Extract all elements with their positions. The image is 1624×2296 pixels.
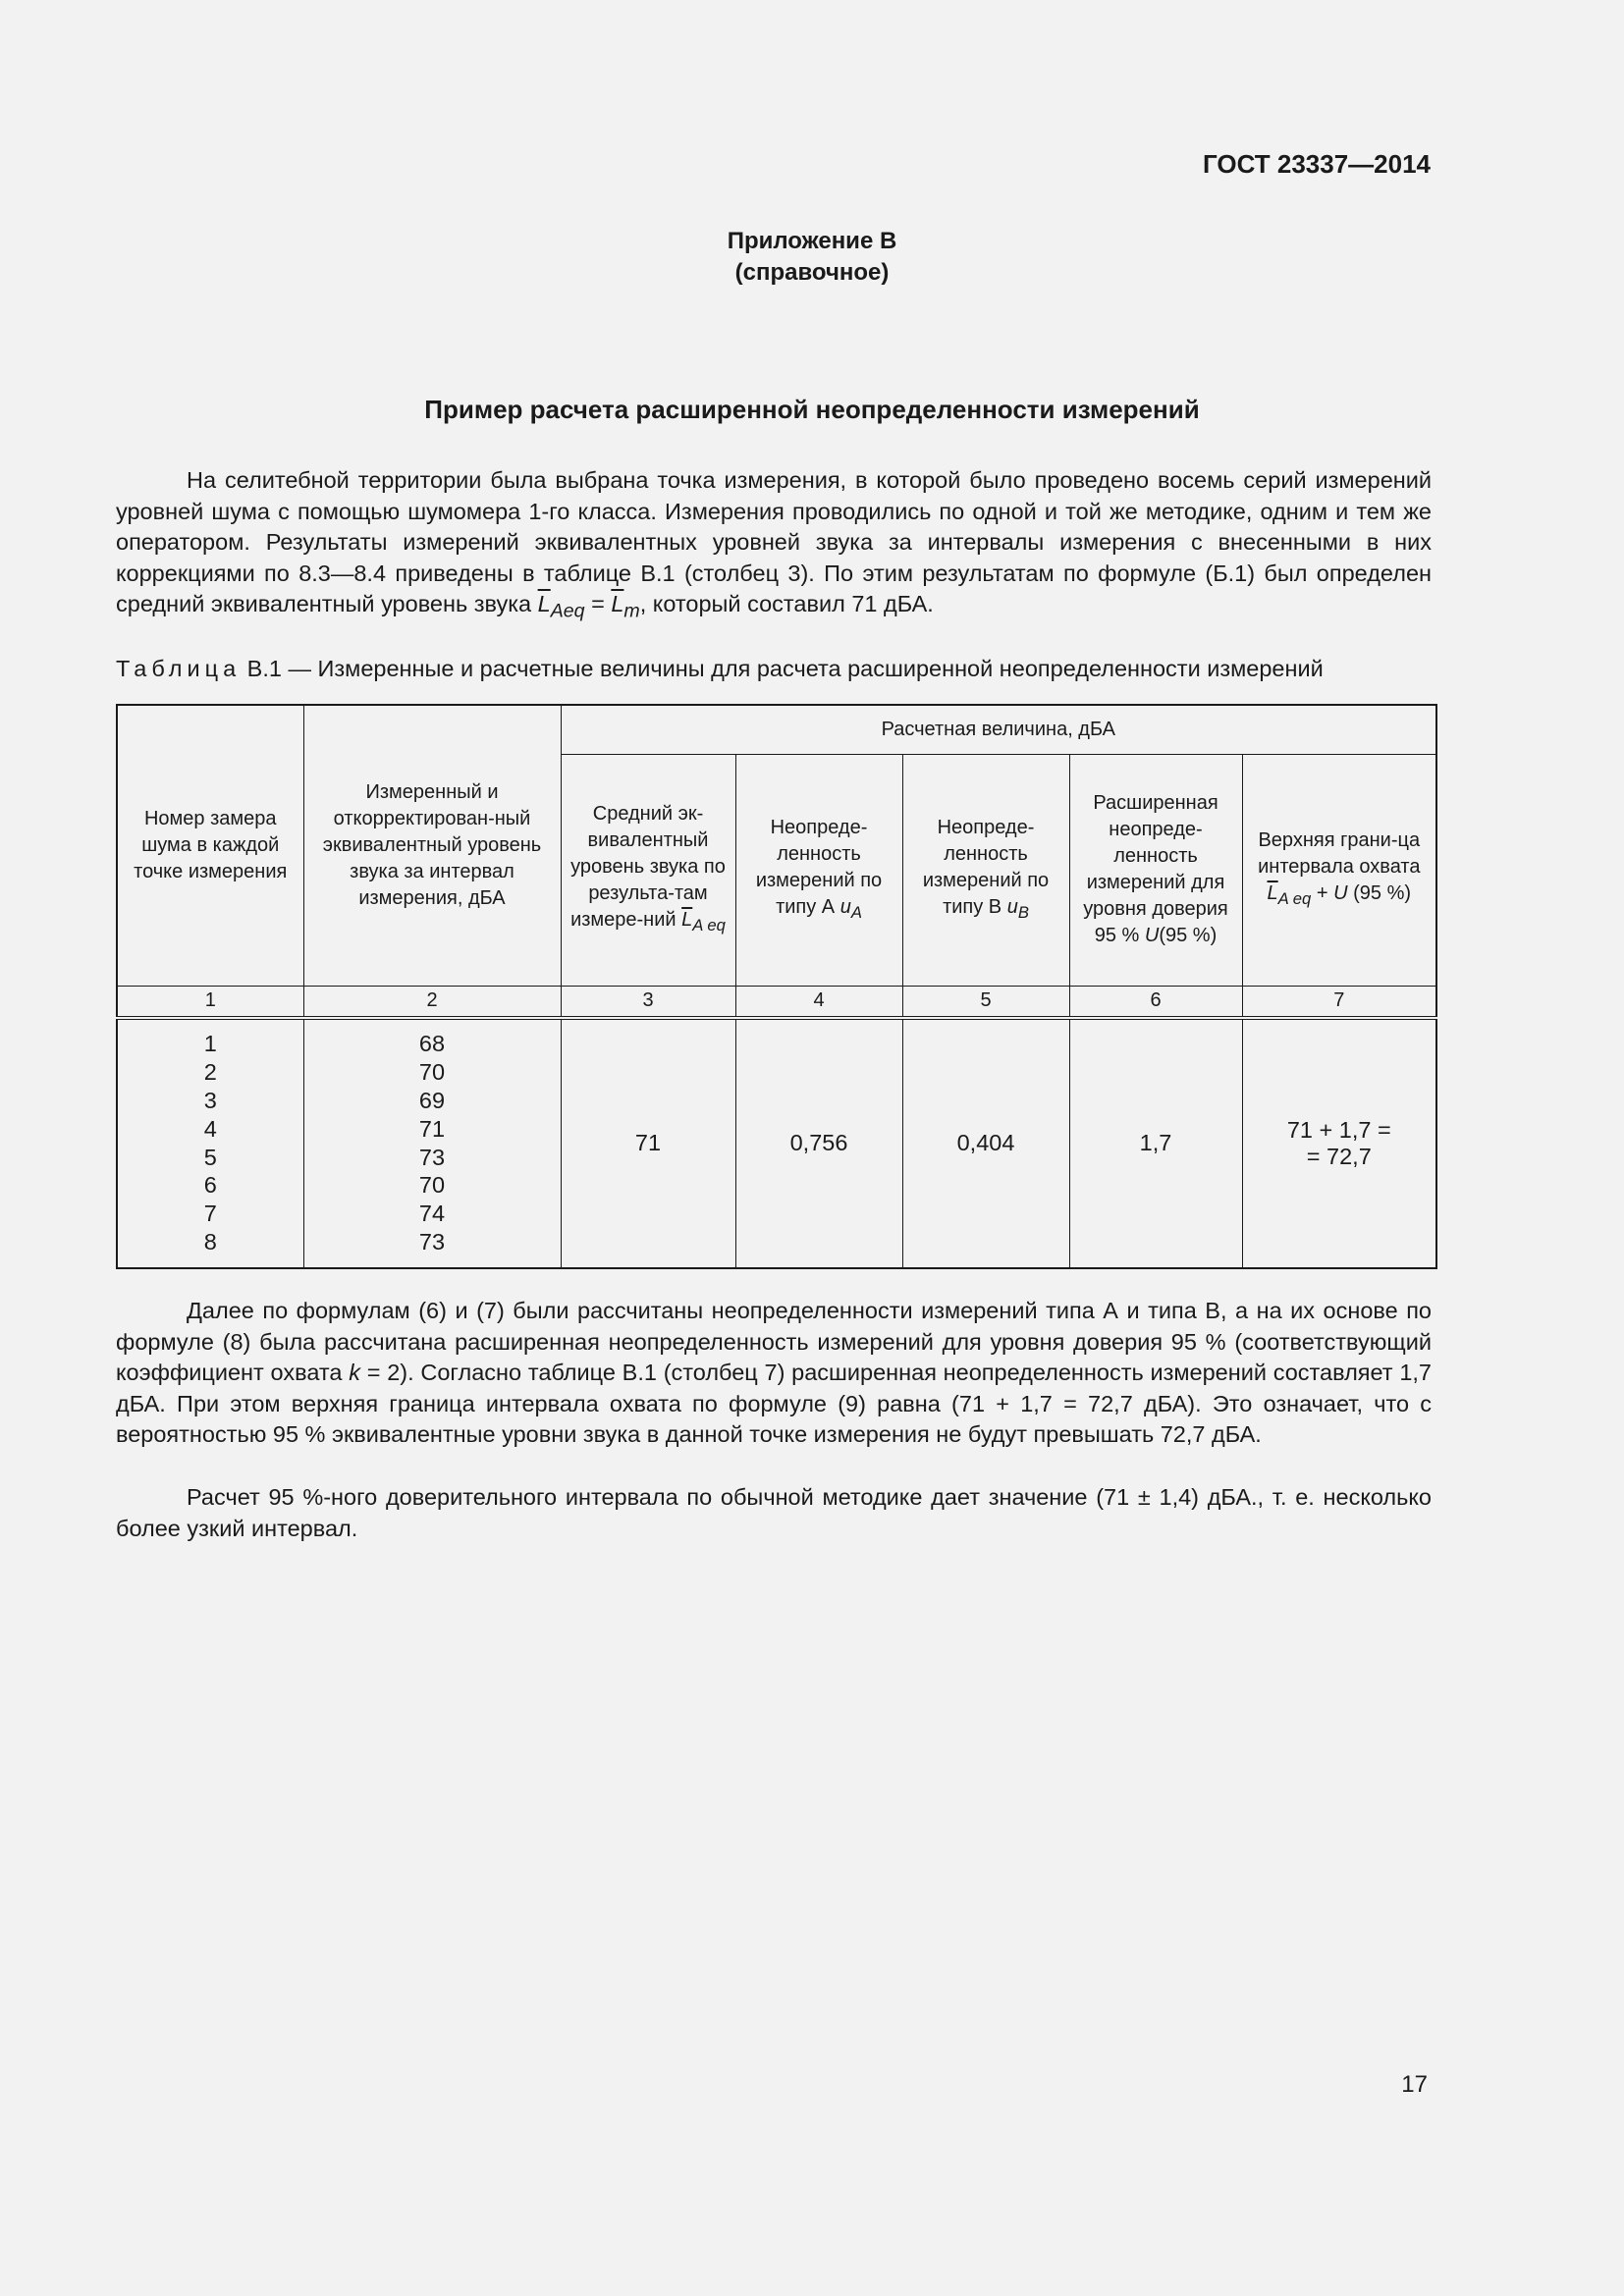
conclusion-paragraph: Расчет 95 %-ного доверительного интервала по обычной методике дает значение (71 ± 1,4) дБА., т. е. несколько более узкий интервал. — [116, 1484, 1432, 1541]
header-measurement-number: Номер замера шума в каждой точке измерения — [117, 705, 303, 986]
intro-result: , который составил 71 дБА. — [639, 591, 934, 616]
standard-code: ГОСТ 23337—2014 — [1203, 149, 1431, 179]
mean-level-value: 71 — [561, 1018, 735, 1268]
page-number: 17 — [1401, 2071, 1428, 2098]
column-number: 2 — [303, 986, 561, 1018]
measured-level: 70 — [418, 1172, 446, 1199]
uncertainty-a-value: 0,756 — [735, 1018, 902, 1268]
appendix-subtitle: (справочное) — [734, 259, 890, 286]
header-mean-level: Средний эк-вивалентный уровень звука по результа-там измере-ний $\overline{L}_{A eq}$ — [561, 754, 735, 986]
header-uncertainty-b: Неопреде-ленность измерений по типу В $u_B$ — [902, 754, 1069, 986]
expanded-uncertainty-value: 1,7 — [1069, 1018, 1242, 1268]
section-title: Пример расчета расширенной неопределенности измерений — [424, 395, 1200, 424]
column-number: 3 — [561, 986, 735, 1018]
measured-level: 70 — [418, 1059, 446, 1086]
upper-bound-line-1: 71 + 1,7 = — [1286, 1116, 1391, 1143]
header-upper-bound: Верхняя грани-ца интервала охвата $\overline{L}_{A eq} + U$ (95 %) — [1242, 754, 1436, 986]
measured-level: 69 — [418, 1087, 446, 1113]
measurement-number: 4 — [203, 1115, 217, 1142]
measured-level: 71 — [418, 1115, 446, 1142]
measurement-number: 6 — [203, 1172, 217, 1199]
table-caption-label: Таблица — [116, 656, 242, 681]
header-calculated-group: Расчетная величина, дБА — [561, 705, 1436, 754]
column-number: 6 — [1069, 986, 1242, 1018]
intro-paragraph: На селитебной территории была выбрана точка измерения, в которой было проведено восемь серий измерений уровней шума с помощью шумомера 1-го класса. Измерения проводились по одной и той же методике, одним и тем же оператором. Результаты измерений эквивалентных уровней звука за интервалы измерения с внесенными в них коррекциями по 8.3—8.4 приведены в таблице В.1 (столбец 3). По этим результатам по формуле (Б.1) был определен средний эквивалентный уровень звука $\overline{L}_{Aeq} = \overline{L}_m$, который составил 71 дБА. — [116, 467, 1432, 622]
intro-text: На селитебной территории была выбрана точка измерения, в которой было проведено восемь серий измерений уровней шума с помощью шумомера 1-го класса. Измерения проводились по одной и той же методике, одним и тем же оператором. Результаты измерений эквивалентных уровней звука за интервалы измерения с внесенными в них коррекциями по 8.3—8.4 приведены в таблице В.1 (столбец 3). По этим результатам по формуле (Б.1) был определен средний эквивалентный уровень звука — [116, 467, 1432, 616]
table-caption — [116, 656, 1324, 682]
column-number: 5 — [902, 986, 1069, 1018]
measurement-number: 3 — [203, 1087, 217, 1113]
formula-lm: $\overline{L}_m$ — [611, 591, 640, 622]
measurement-number: 1 — [203, 1031, 217, 1057]
column-number: 4 — [735, 986, 902, 1018]
header-measured-level: Измеренный и откорректирован-ный эквивалентный уровень звука за интервал измерения, дБА — [303, 705, 561, 986]
measurement-numbers-cell — [117, 1018, 303, 1268]
upper-bound-value — [1242, 1018, 1436, 1268]
column-number: 1 — [117, 986, 303, 1018]
measurement-number: 5 — [203, 1144, 217, 1170]
header-expanded-uncertainty: Расширенная неопреде-ленность измерений для уровня доверия 95 % U(95 %) — [1069, 754, 1242, 986]
measured-level: 68 — [418, 1031, 446, 1057]
measured-level: 73 — [418, 1228, 446, 1255]
measured-level: 73 — [418, 1144, 446, 1170]
measurement-number: 8 — [203, 1228, 217, 1255]
coverage-factor-symbol: k — [349, 1360, 360, 1385]
upper-bound-line-2: = 72,7 — [1306, 1143, 1372, 1169]
results-paragraph: Далее по формулам (6) и (7) были рассчитаны неопределенности измерений типа А и типа В, а на их основе по формуле (8) была рассчитана расширенная неопределенность измерений для уровня доверия 95 % (соответствующий коэффициент охвата k = 2). Согласно таблице В.1 (столбец 7) расширенная неопределенность измерений составляет 1,7 дБА. При этом верхняя граница интервала охвата по формуле (9) равна (71 + 1,7 = 72,7 дБА). Это означает, что с вероятностью 95 % эквивалентные уровни звука в данной точке измерения не будут превышать 72,7 дБА. — [116, 1298, 1432, 1447]
formula-laeq: $\overline{L}_{Aeq}$ — [537, 591, 585, 622]
appendix-heading — [0, 226, 1624, 289]
measurement-number: 2 — [203, 1059, 217, 1086]
measurement-number: 7 — [203, 1201, 217, 1227]
column-number: 7 — [1242, 986, 1436, 1018]
table-caption-text: В.1 — Измеренные и расчетные величины для расчета расширенной неопределенности измерений — [241, 656, 1324, 681]
appendix-title: Приложение В — [727, 228, 897, 254]
header-uncertainty-a: Неопреде-ленность измерений по типу А $u_A$ — [735, 754, 902, 986]
measured-levels-cell — [303, 1018, 561, 1268]
uncertainty-b-value: 0,404 — [902, 1018, 1069, 1268]
measurement-table — [116, 704, 1437, 1269]
measured-level: 74 — [418, 1201, 446, 1227]
